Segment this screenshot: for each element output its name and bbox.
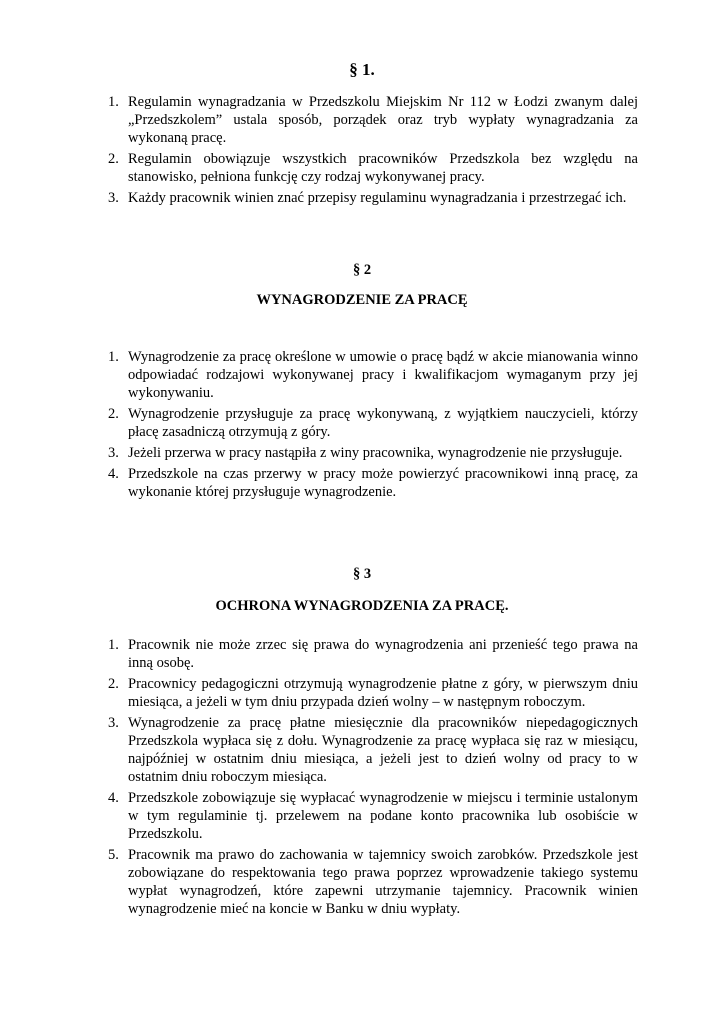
section-1-title: § 1. xyxy=(349,60,375,79)
item-number: 2. xyxy=(108,676,119,692)
section-2-title: § 2 xyxy=(352,262,372,278)
section-3-title: § 3 xyxy=(352,566,372,582)
item-text: Jeżeli przerwa w pracy nastąpiła z winy pracownika, wynagrodzenie nie przysługuje. xyxy=(128,445,623,461)
item-number: 2. xyxy=(108,406,119,422)
item-number: 4. xyxy=(108,790,119,806)
list-item xyxy=(87,465,638,501)
section-2-list xyxy=(87,348,638,504)
list-item xyxy=(87,93,638,147)
item-number: 3. xyxy=(108,190,119,206)
list-item xyxy=(87,789,638,843)
item-text: Regulamin wynagradzania w Przedszkolu Miejskim Nr 112 w Łodzi zwanym dalej „Przedszkolem” ustala sposób, porządek oraz tryb wypłaty wynagradzania za wykonaną pracę. xyxy=(128,94,638,146)
item-text: Pracownik nie może zrzec się prawa do wynagrodzenia ani przenieść tego prawa na inną osobę. xyxy=(128,637,638,671)
list-item xyxy=(87,714,638,786)
item-text: Wynagrodzenie za pracę określone w umowie o pracę bądź w akcie mianowania winno odpowiadać rodzajowi wykonywanej pracy i kwalifikacjom wymaganym przy jej wykonywaniu. xyxy=(128,349,638,401)
item-text: Wynagrodzenie za pracę płatne miesięcznie dla pracowników niepedagogicznych Przedszkola wypłaca się z dołu. Wynagrodzenie za pracę wypłaca się raz w miesiącu, najpóźniej w ostatnim dniu miesiąca, a jeżeli jest to dzień wolny od pracy to w ostatnim dniu roboczym miesiąca. xyxy=(128,715,638,785)
item-text: Każdy pracownik winien znać przepisy regulaminu wynagradzania i przestrzegać ich. xyxy=(128,190,627,206)
item-number: 3. xyxy=(108,445,119,461)
list-item xyxy=(87,444,638,462)
item-number: 4. xyxy=(108,466,119,482)
list-item xyxy=(87,675,638,711)
section-3-list xyxy=(87,636,638,921)
item-number: 5. xyxy=(108,847,119,863)
item-number: 2. xyxy=(108,151,119,167)
item-number: 3. xyxy=(108,715,119,731)
item-text: Pracownik ma prawo do zachowania w tajemnicy swoich zarobków. Przedszkole jest zobowiązane do respektowania tego prawa poprzez wprowadzenie takiego systemu wypłat wynagrodzeń, które zapewni utrzymanie tajemnicy. Pracownik winien wynagrodzenie mieć na koncie w Banku w dniu wypłaty. xyxy=(128,847,638,917)
list-item xyxy=(87,846,638,918)
list-item xyxy=(87,348,638,402)
item-number: 1. xyxy=(108,94,119,110)
item-text: Przedszkole na czas przerwy w pracy może powierzyć pracownikowi inną pracę, za wykonanie której przysługuje wynagrodzenie. xyxy=(128,466,638,500)
item-number: 1. xyxy=(108,349,119,365)
item-text: Wynagrodzenie przysługuje za pracę wykonywaną, z wyjątkiem nauczycieli, którzy płacę zasadniczą otrzymują z góry. xyxy=(128,406,638,440)
list-item xyxy=(87,405,638,441)
item-text: Regulamin obowiązuje wszystkich pracowników Przedszkola bez względu na stanowisko, pełniona funkcję czy rodzaj wykonywanej pracy. xyxy=(128,151,638,185)
section-2-heading: WYNAGRODZENIE ZA PRACĘ xyxy=(256,292,468,308)
item-number: 1. xyxy=(108,637,119,653)
section-3-heading: OCHRONA WYNAGRODZENIA ZA PRACĘ. xyxy=(215,598,509,614)
list-item xyxy=(87,636,638,672)
item-text: Pracownicy pedagogiczni otrzymują wynagrodzenie płatne z góry, w pierwszym dniu miesiąca, a jeżeli w tym dniu przypada dzień wolny – w następnym roboczym. xyxy=(128,676,638,710)
list-item xyxy=(87,150,638,186)
list-item xyxy=(87,189,638,207)
section-1-list xyxy=(87,93,638,210)
item-text: Przedszkole zobowiązuje się wypłacać wynagrodzenie w miejscu i terminie ustalonym w tym regulaminie tj. przelewem na podane konto pracownika lub osobiście w Przedszkolu. xyxy=(128,790,638,842)
